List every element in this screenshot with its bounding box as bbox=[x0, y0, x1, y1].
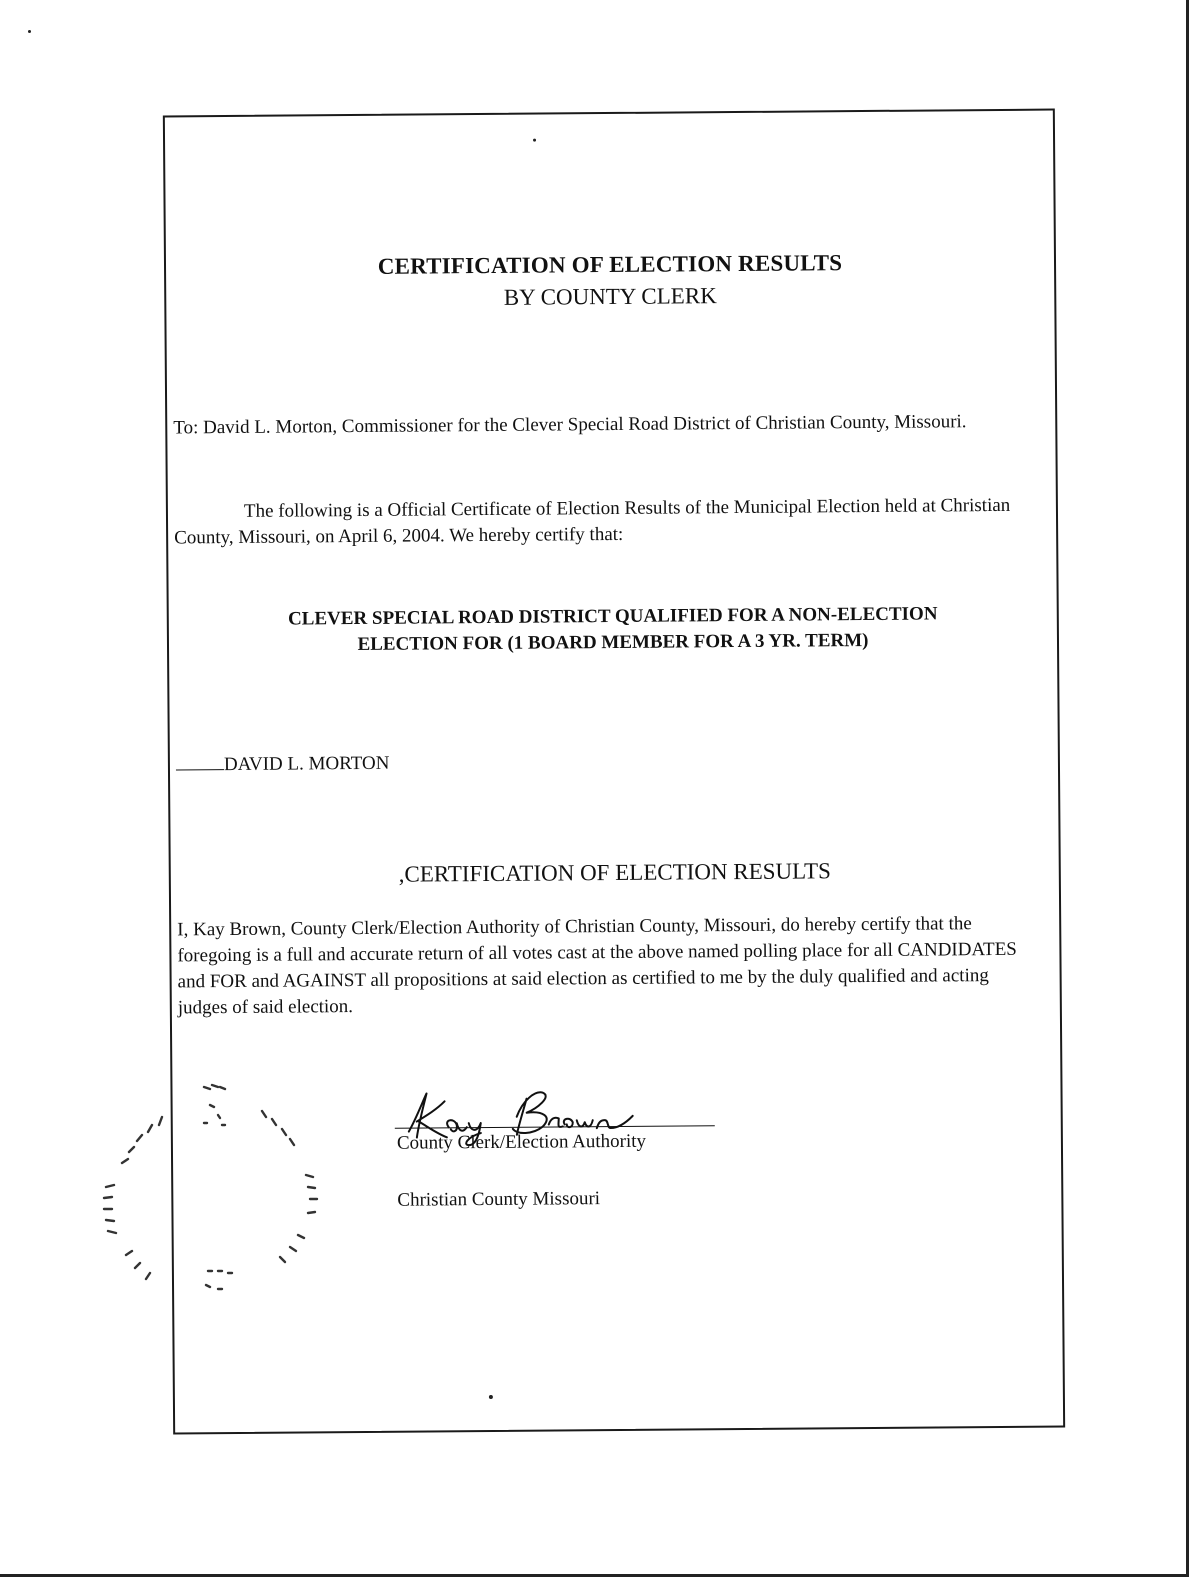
district-heading-line-2: ELECTION FOR (1 BOARD MEMBER FOR A 3 YR. TERM) bbox=[357, 629, 869, 656]
document-title: CERTIFICATION OF ELECTION RESULTS bbox=[377, 250, 843, 279]
addressee-paragraph: To: David L. Morton, Commissioner for the Clever Special Road District of Christian County, Missouri. bbox=[173, 411, 967, 439]
candidate-entry bbox=[176, 752, 390, 777]
district-heading bbox=[169, 601, 1057, 660]
checkbox-blank bbox=[176, 753, 224, 770]
scan-speck bbox=[28, 30, 31, 33]
certification-heading: ,CERTIFICATION OF ELECTION RESULTS bbox=[398, 858, 831, 887]
candidate-name: DAVID L. MORTON bbox=[223, 752, 390, 776]
county-line: Christian County Missouri bbox=[397, 1188, 601, 1211]
scan-speck bbox=[533, 139, 536, 142]
scan-speck bbox=[489, 1395, 493, 1399]
intro-paragraph: The following is a Official Certificate of Election Results of the Municipal Election held at Christian County, Missouri, on April 6, 2004. We hereby certify that: bbox=[174, 494, 1011, 549]
signature-title: County Clerk/Election Authority bbox=[396, 1130, 647, 1154]
document-subtitle: BY COUNTY CLERK bbox=[503, 283, 717, 310]
certification-paragraph: I, Kay Brown, County Clerk/Election Authority of Christian County, Missouri, do hereby certify that the foregoing is a full and accurate return of all votes cast at the above named polling place for all CANDIDATES and FOR and AGAINST all propositions at said election as certified to me by the duly qualified and acting judges of said election. bbox=[177, 913, 1017, 1019]
district-heading-line-1: CLEVER SPECIAL ROAD DISTRICT QUALIFIED FOR A NON-ELECTION bbox=[287, 603, 938, 630]
embossed-seal-icon bbox=[92, 1075, 332, 1315]
